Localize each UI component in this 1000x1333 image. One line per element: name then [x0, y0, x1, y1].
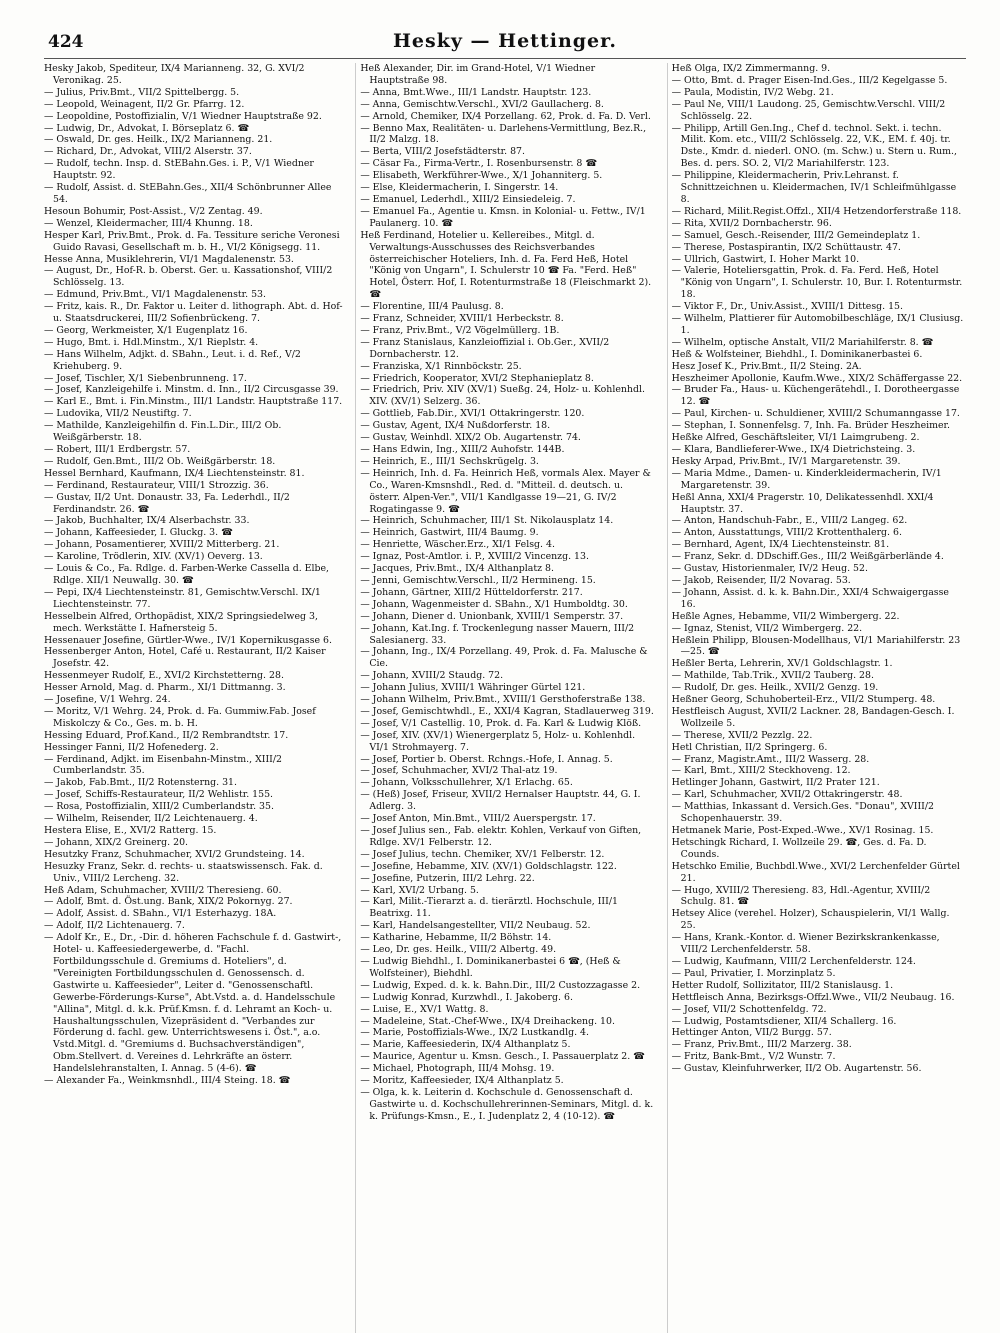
directory-entry: — Karl, Bmt., XIII/2 Steckhoveng. 12. — [671, 765, 851, 777]
directory-entry: — Johann, XVIII/2 Staudg. 72. — [360, 670, 504, 682]
directory-entry: — Franz, Priv.Bmt., III/2 Marzerg. 38. — [671, 1039, 852, 1051]
directory-entry: Hetschingk Richard, I. Wollzeile 29. ☎, Ges. d. Fa. D. Counds. — [671, 836, 927, 860]
directory-entry: — Therese, XVII/2 Pezzlg. 22. — [671, 729, 813, 741]
directory-entry: Heßlein Philipp, Blousen-Modellhaus, VI/1 Mariahilferstr. 23—25. ☎ — [671, 634, 961, 658]
column-right — [667, 63, 966, 1333]
directory-entry: — August, Dr., Hof-R. b. Oberst. Ger. u. Kassationshof, VIII/2 Schlösselg. 13. — [44, 265, 333, 289]
directory-entry: — Philipp, Artill Gen.Ing., Chef d. technol. Sekt. i. techn. Milit. Kom. etc., VIII/2 Schlösselg. 22, V.K., EM. f. 40j. tr. Dste., Kmdr. d. niederl. ONO. (m. Schw.) u. Stern u. Rum., Bes. d. pers. SO. 2, VI/2 Mariahilferstr. 123. — [671, 122, 957, 170]
directory-entry: — Maurice, Agentur u. Kmsn. Gesch., I. Passauerplatz 2. ☎ — [360, 1051, 645, 1063]
directory-entry: — Friedrich, Priv. XIV (XV/1) Sueßg. 24, Holz- u. Kohlenhdl. XIV. (XV/1) Selzerg. 36. — [360, 384, 645, 408]
directory-entry: — (Heß) Josef, Friseur, XVII/2 Hernalser Hauptstr. 44, G. I. Adlerg. 3. — [360, 789, 641, 813]
directory-entry: — Karl E., Bmt. i. Fin.Minstm., III/1 Landstr. Hauptstraße 117. — [44, 396, 343, 408]
directory-entry: — Josef, VII/2 Schottenfeldg. 72. — [671, 1003, 827, 1015]
directory-entry: — Rudolf, techn. Insp. d. StEBahn.Ges. i. P., V/1 Wiedner Hauptstr. 92. — [44, 158, 314, 182]
directory-entry: — Matthias, Inkassant d. Versich.Ges. "Donau", XVIII/2 Schopenhauerstr. 39. — [671, 801, 935, 825]
directory-entry: Hesz Josef K., Priv.Bmt., II/2 Steing. 2A. — [671, 360, 862, 372]
directory-entry: — Emanuel, Lederhdl., XIII/2 Einsiedeleig. 7. — [360, 193, 576, 205]
directory-entry: — Wenzel, Kleidermacher, III/4 Khunng. 18. — [44, 217, 253, 229]
directory-entry: — Paul Ne, VIII/1 Laudong. 25, Gemischtw.Verschl. VIII/2 Schlösselg. 22. — [671, 98, 946, 122]
directory-entry: Hestera Elise, E., XVI/2 Ratterg. 15. — [44, 825, 217, 836]
directory-entry: — Johann Wilhelm, Priv.Bmt., XVIII/1 Gersthoferstraße 138. — [360, 694, 646, 706]
directory-entry: — Paula, Modistin, IV/2 Webg. 21. — [671, 86, 834, 98]
directory-entry: — Maria Mdme., Damen- u. Kinderkleidermacherin, IV/1 Margaretenstr. 39. — [671, 467, 942, 491]
directory-entry: — Bruder Fa., Haus- u. Küchengerätehdl., I. Dorotheergasse 12. ☎ — [671, 384, 960, 408]
directory-entry: — Julius, Priv.Bmt., VII/2 Spittelbergg. 5. — [44, 86, 240, 98]
directory-entry: — Franz Stanislaus, Kanzleioffizial i. Ob.Ger., XVII/2 Dornbacherstr. 12. — [360, 336, 610, 360]
directory-entry: — Josefine, Hebamme, XIV. (XV/1) Goldschlagstr. 122. — [360, 860, 617, 872]
directory-entry: — Else, Kleidermacherin, I. Singerstr. 14. — [360, 182, 559, 194]
directory-entry: — Louis & Co., Fa. Rdlge. d. Farben-Werke Cassella d. Elbe, Rdlge. XII/1 Neuwallg. 30. ☎ — [44, 563, 330, 586]
directory-entry: — Paul, Privatier, I. Morzinplatz 5. — [671, 967, 836, 979]
column-middle — [355, 63, 654, 1333]
directory-entry: — Karl, Handelsangestellter, VII/2 Neubaug. 52. — [360, 920, 591, 932]
directory-entry: — Richard, Milit.Regist.Offzl., XII/4 Hetzendorferstraße 118. — [671, 205, 962, 217]
directory-entry: Hessinger Fanni, II/2 Hofenederg. 2. — [44, 741, 219, 753]
directory-entry: — Anton, Handschuh-Fabr., E., VIII/2 Langeg. 62. — [671, 515, 908, 527]
directory-entry: — Anna, Bmt.Wwe., III/1 Landstr. Hauptstr. 123. — [360, 86, 592, 98]
directory-entry: — Marie, Kaffeesiederin, IX/4 Althanplatz 5. — [360, 1039, 571, 1051]
directory-entry: — Josef, Schiffs-Restaurateur, II/2 Wehlistr. 155. — [44, 789, 274, 801]
directory-entry: — Josef, Gemischtwhdl., E., XXI/4 Kagran, Stadlauerweg 319. — [360, 705, 654, 717]
directory-entry: Hesutzky Franz, Schuhmacher, XVI/2 Grundsteing. 14. — [44, 848, 305, 860]
page-title: Hesky — Hettinger. — [392, 30, 618, 52]
directory-entry: — Leo, Dr. ges. Heilk., VIII/2 Albertg. 49. — [360, 944, 557, 956]
directory-entry: — Paul, Kirchen- u. Schuldiener, XVIII/2 Schumanngasse 17. — [671, 408, 960, 420]
directory-entry: Hessel Bernhard, Kaufmann, IX/4 Liechtensteinstr. 81. — [44, 467, 305, 479]
directory-entry: — Hugo, XVIII/2 Theresieng. 83, Hdl.-Agentur, XVIII/2 Schulg. 81. ☎ — [671, 884, 931, 908]
directory-entry: — Ludwig, Exped. d. k. k. Bahn.Dir., III/2 Custozzagasse 2. — [360, 979, 641, 991]
directory-entry: — Adolf Kr., E., Dr., -Dir. d. höheren Fachschule f. d. Gastwirt-, Hotel- u. Kaffeesiedergewerbe, d. "Fachl. Fortbildungsschule d. Gremiums d. Hoteliers", d. "Vereinigten Fortbildungsschulen d. Genossensch. d. Gastwirte u. Kaffeesieder", Leiter d. "Genossenschaftl. Gewerbe-Förderungs-Kurse", Abt.Vstd. a. d. Handelsschule "Allina", Mitgl. d. k.k. Prüf.Kmsn. f. d. Lehramt an Koch- u. Haushaltungsschulen, Vizepräsident d. "Verbandes zur Förderung d. fachl. gew. Unterrichtswesens i. Öst.", a.o. Vstd.Mitgl. d. "Gremiums d. Buchsachverständigen", Obm.Stellvert. d. Vereines d. Lehrkräfte an österr. Handelslehranstalten, I. Annag. 5 (4-6). ☎ — [44, 932, 342, 1075]
directory-entry: — Ignaz, Post-Amtlor. i. P., XVIII/2 Vincenzg. 13. — [360, 551, 589, 563]
directory-entry: — Arnold, Chemiker, IX/4 Porzellang. 62, Prok. d. Fa. D. Verl. — [360, 110, 651, 122]
directory-entry: — Johann, Posamentierer, XVIII/2 Mitterberg. 21. — [44, 539, 280, 551]
directory-entry: Hesuzky Franz, Sekr. d. rechts- u. staatswissensch. Fak. d. Univ., VIII/2 Lercheng. 32. — [44, 860, 323, 884]
directory-entry: — Gustav, II/2 Unt. Donaustr. 33, Fa. Lederhdl., II/2 Ferdinandstr. 26. ☎ — [44, 491, 290, 515]
directory-entry: — Ludwig, Dr., Advokat, I. Börseplatz 6. ☎ — [44, 122, 250, 134]
directory-entry: Hessenmeyer Rudolf, E., XVI/2 Kirchstetterng. 28. — [44, 670, 284, 682]
directory-entry: — Olga, k. k. Leiterin d. Kochschule d. Genossenschaft d. Gastwirte u. d. Kochschullehrerinnen-Seminars, Mitgl. d. k. k. Prüfungs-Kmsn., E., I. Judenplatz 2, 4 (10-12). ☎ — [360, 1086, 654, 1122]
directory-entry: — Johann, Assist. d. k. k. Bahn.Dir., XXI/4 Schwaigergasse 16. — [671, 586, 949, 610]
directory-entry: Hestfleisch August, XVII/2 Lackner. 28, Bandagen-Gesch. I. Wollzeile 5. — [671, 705, 955, 729]
directory-entry: — Ludovika, VII/2 Neustiftg. 7. — [44, 408, 192, 420]
directory-entry: — Johann, Volksschullehrer, X/1 Erlachg. 65. — [360, 777, 573, 789]
page-header — [44, 30, 966, 59]
directory-entry: Hesoun Bohumir, Post-Assist., V/2 Zentag. 49. — [44, 205, 263, 217]
directory-entry: Hesky Jakob, Spediteur, IX/4 Marianneng. 32, G. XVI/2 Veronikag. 25. — [44, 63, 305, 86]
directory-entry: — Franz, Priv.Bmt., V/2 Vögelmüllerg. 1B. — [360, 324, 560, 336]
directory-entry: — Wilhelm, optische Anstalt, VII/2 Mariahilferstr. 8. ☎ — [671, 336, 934, 348]
directory-entry: — Wilhelm, Reisender, II/2 Leichtenauerg. 4. — [44, 813, 258, 825]
directory-entry: — Berta, VIII/2 Josefstädterstr. 87. — [360, 146, 525, 158]
directory-entry: — Robert, III/1 Erdbergstr. 57. — [44, 444, 191, 455]
directory-entry: Hesper Karl, Priv.Bmt., Prok. d. Fa. Tessiture seriche Veronesi Guido Ravasi, Gesellschaft m. b. H., VI/2 Königsegg. 11. — [44, 229, 340, 253]
directory-entry: — Ferdinand, Adjkt. im Eisenbahn-Minstm., XIII/2 Cumberlandstr. 35. — [44, 753, 282, 777]
directory-entry: Hesky Arpad, Priv.Bmt., IV/1 Margaretenstr. 39. — [671, 455, 901, 467]
directory-entry: — Jacques, Priv.Bmt., IX/4 Althanplatz 8. — [360, 563, 554, 575]
directory-entry: — Franz, Sekr. d. DDschiff.Ges., III/2 Weißgärberlände 4. — [671, 551, 944, 563]
directory-entry: Hetlinger Johann, Gastwirt, II/2 Prater 121. — [671, 777, 880, 789]
directory-entry: — Rudolf, Dr. ges. Heilk., XVII/2 Genzg. 19. — [671, 682, 879, 694]
directory-entry: — Gustav, Historienmaler, IV/2 Heug. 52. — [671, 563, 868, 575]
directory-entry: Hesselbein Alfred, Orthopädist, XIX/2 Springsiedelweg 3, mech. Werkstätte I. Hafnersteig 5. — [44, 610, 318, 634]
directory-entry: — Gustav, Agent, IX/4 Nußdorferstr. 18. — [360, 420, 551, 432]
directory-entry: — Hans Wilhelm, Adjkt. d. SBahn., Leut. i. d. Ref., V/2 Kriehuberg. 9. — [44, 348, 301, 372]
directory-entry: Hetsey Alice (verehel. Holzer), Schauspielerin, VI/1 Wallg. 25. — [671, 908, 950, 932]
directory-entry: Hetmanek Marie, Post-Exped.-Wwe., XV/1 Rosinag. 15. — [671, 825, 934, 836]
directory-entry: — Adolf, Bmt. d. Öst.ung. Bank, XIX/2 Pokornyg. 27. — [44, 896, 293, 908]
directory-entry: — Josef, Kanzleigehilfe i. Minstm. d. Inn., II/2 Circusgasse 39. — [44, 384, 339, 396]
directory-entry: — Johann Julius, XVIII/1 Währinger Gürtel 121. — [360, 682, 586, 694]
directory-entry: — Johann, Wagenmeister d. SBahn., X/1 Humboldtg. 30. — [360, 598, 628, 610]
directory-entry: Hessenauer Josefine, Gürtler-Wwe., IV/1 Kopernikusgasse 6. — [44, 634, 332, 646]
column-left — [44, 63, 343, 1333]
directory-entry: — Viktor F., Dr., Univ.Assist., XVIII/1 Dittesg. 15. — [671, 301, 904, 313]
directory-entry: — Wilhelm, Plattierer für Automobilbeschläge, IX/1 Clusiusg. 1. — [671, 313, 964, 336]
directory-entry: Hessenberger Anton, Hotel, Café u. Restaurant, II/2 Kaiser Josefstr. 42. — [44, 646, 326, 670]
directory-entry: — Josefine, V/1 Wehrg. 24. — [44, 694, 171, 706]
directory-entry: — Michael, Photograph, III/4 Mohsg. 19. — [360, 1063, 555, 1075]
directory-entry: — Samuel, Gesch.-Reisender, III/2 Gemeindeplatz 1. — [671, 229, 921, 241]
directory-entry: Hesse Anna, Musiklehrerin, VI/1 Magdalenenstr. 53. — [44, 253, 294, 265]
directory-entry: — Franz, Magistr.Amt., III/2 Wasserg. 28. — [671, 753, 870, 765]
directory-entry: — Franziska, X/1 Rinnböckstr. 25. — [360, 360, 522, 372]
directory-entry: — Josefine, Putzerin, III/2 Lehrg. 22. — [360, 872, 535, 884]
directory-entry: — Pepi, IX/4 Liechtensteinstr. 81, Gemischtw.Verschl. IX/1 Liechtensteinstr. 77. — [44, 586, 321, 610]
directory-entry: Heß Olga, IX/2 Zimmermanng. 9. — [671, 63, 831, 74]
directory-entry: — Cäsar Fa., Firma-Vertr., I. Rosenbursenstr. 8 ☎ — [360, 158, 598, 170]
directory-entry: — Mathilde, Kanzleigehilfin d. Fin.L.Dir., III/2 Ob. Weißgärberstr. 18. — [44, 420, 282, 444]
directory-entry: Hetl Christian, II/2 Springerg. 6. — [671, 741, 828, 753]
directory-entry: — Gottlieb, Fab.Dir., XVI/1 Ottakringerstr. 120. — [360, 408, 585, 420]
directory-entry: — Franz, Schneider, XVIII/1 Herbeckstr. 8. — [360, 313, 564, 325]
directory-entry: — Johann, Kat.Ing. f. Trockenlegung nasser Mauern, III/2 Salesianerg. 33. — [360, 622, 635, 646]
directory-entry: — Oswald, Dr. ges. Heilk., IX/2 Marianneng. 21. — [44, 134, 273, 146]
directory-entry: — Gustav, Weinhdl. XIX/2 Ob. Augartenstr. 74. — [360, 432, 581, 444]
directory-entry: — Josef, Tischler, X/1 Siebenbrunneng. 17. — [44, 372, 247, 384]
directory-entry: — Rita, XVII/2 Dornbacherstr. 96. — [671, 217, 832, 229]
directory-entry: — Benno Max, Realitäten- u. Darlehens-Vermittlung, Bez.R., II/2 Malzg. 18. — [360, 122, 647, 146]
directory-entry: — Edmund, Priv.Bmt., VI/1 Magdalenenstr. 53. — [44, 289, 266, 301]
directory-entry: — Gustav, Kleinfuhrwerker, II/2 Ob. Augartenstr. 56. — [671, 1063, 922, 1075]
directory-entry: — Anna, Gemischtw.Verschl., XVI/2 Gaullacherg. 8. — [360, 98, 604, 110]
directory-entry: — Ignaz, Stenist, VII/2 Wimbergerg. 22. — [671, 622, 863, 634]
directory-entry: — Fritz, Bank-Bmt., V/2 Wunstr. 7. — [671, 1051, 836, 1063]
directory-entry: — Moritz, Kaffeesieder, IX/4 Althanplatz 5. — [360, 1075, 564, 1087]
directory-entry: Hettfleisch Anna, Bezirksgs-Offzl.Wwe., VII/2 Neubaug. 16. — [671, 991, 955, 1003]
directory-entry: — Jakob, Buchhalter, IX/4 Alserbachstr. 33. — [44, 515, 250, 527]
directory-entry: — Valerie, Hoteliersgattin, Prok. d. Fa. Ferd. Heß, Hotel "König von Ungarn", I. Schulerstr. 10, Bur. I. Rotenturmstr. 18. — [671, 265, 963, 301]
directory-entry: — Otto, Bmt. d. Prager Eisen-Ind.Ges., III/2 Kegelgasse 5. — [671, 74, 948, 86]
directory-entry: — Johann, XIX/2 Greinerg. 20. — [44, 836, 189, 848]
directory-entry: Heß Alexander, Dir. im Grand-Hotel, V/1 Wiedner Hauptstraße 98. — [360, 63, 596, 86]
directory-entry: — Rosa, Postoffizialin, XIII/2 Cumberlandstr. 35. — [44, 801, 274, 813]
directory-entry: Hetschko Emilie, Buchbdl.Wwe., XVI/2 Lerchenfelder Gürtel 21. — [671, 860, 960, 884]
directory-entry: — Richard, Dr., Advokat, VIII/2 Alserstr. 37. — [44, 146, 252, 158]
directory-entry: Hessing Eduard, Prof.Kand., II/2 Rembrandtstr. 17. — [44, 729, 289, 741]
directory-entry: — Josef Julius sen., Fab. elektr. Kohlen, Verkauf von Giften, Rdlge. XV/1 Felberstr. 12. — [360, 825, 642, 848]
directory-entry: — Jakob, Fab.Bmt., II/2 Rotensterng. 31. — [44, 777, 237, 789]
directory-entry: — Adolf, II/2 Lichtenauerg. 7. — [44, 920, 185, 932]
directory-entry: — Luise, E., XV/1 Wattg. 8. — [360, 1003, 489, 1015]
directory-entry: — Ludwig, Postamtsdiener, XII/4 Schallerg. 16. — [671, 1015, 897, 1027]
directory-entry: — Marie, Postoffizials-Wwe., IX/2 Lustkandlg. 4. — [360, 1027, 589, 1039]
directory-entry: Heß Adam, Schuhmacher, XVIII/2 Theresieng. 60. — [44, 884, 282, 896]
directory-entry: — Karoline, Trödlerin, XIV. (XV/1) Oeverg. 13. — [44, 551, 263, 563]
directory-entry: Heßler Berta, Lehrerin, XV/1 Goldschlagstr. 1. — [671, 658, 893, 670]
directory-entry: — Ullrich, Gastwirt, I. Hoher Markt 10. — [671, 253, 860, 265]
directory-entry: — Rudolf, Gen.Bmt., III/2 Ob. Weißgärberstr. 18. — [44, 455, 276, 467]
directory-entry: — Friedrich, Kooperator, XVI/2 Stephanieplatz 8. — [360, 372, 594, 384]
directory-entry: — Ferdinand, Restaurateur, VIII/1 Strozzig. 36. — [44, 479, 269, 491]
directory-entry: — Johann, Diener d. Unionbank, XVIII/1 Semperstr. 37. — [360, 610, 624, 622]
directory-entry: — Rudolf, Assist. d. StEBahn.Ges., XII/4 Schönbrunner Allee 54. — [44, 182, 332, 205]
directory-entry: Heßner Georg, Schuhoberteil-Erz., VII/2 Stumperg. 48. — [671, 694, 936, 706]
directory-entry: — Johann, Gärtner, XIII/2 Hütteldorferstr. 217. — [360, 586, 583, 598]
directory-entry: — Josef Anton, Min.Bmt., VIII/2 Auerspergstr. 17. — [360, 813, 596, 825]
directory-entry: — Josef, Portier b. Oberst. Rchngs.-Hofe, I. Annag. 5. — [360, 753, 613, 765]
directory-entry: — Ludwig Biehdhl., I. Dominikanerbastei 6 ☎, (Heß & Wolfsteiner), Biehdhl. — [360, 955, 621, 979]
directory-entry: — Johann, Kaffeesieder, I. Gluckg. 3. ☎ — [44, 527, 233, 539]
directory-entry: — Adolf, Assist. d. SBahn., VI/1 Esterhazyg. 18A. — [44, 908, 277, 920]
directory-entry: — Josef Julius, techn. Chemiker, XV/1 Felberstr. 12. — [360, 848, 605, 860]
directory-entry: — Alexander Fa., Weinkmsnhdl., III/4 Steing. 18. ☎ — [44, 1075, 291, 1087]
directory-entry: — Mathilde, Tab.Trik., XVII/2 Tauberg. 28. — [671, 670, 874, 682]
directory-entry: — Therese, Postaspirantin, IX/2 Schüttaustr. 47. — [671, 241, 901, 253]
directory-entry: — Klara, Bandlieferer-Wwe., IX/4 Dietrichsteing. 3. — [671, 444, 916, 455]
directory-entry: — Fritz, kais. R., Dr. Faktor u. Leiter d. lithograph. Abt. d. Hof- u. Staatsdruckerei, III/2 Sofienbrückeng. 7. — [44, 301, 343, 325]
directory-entry: Heßke Alfred, Geschäftsleiter, VI/1 Laimgrubeng. 2. — [671, 432, 920, 444]
directory-entry: — Heinrich, Gastwirt, III/4 Baumg. 9. — [360, 527, 539, 539]
page-number: 424 — [48, 32, 84, 52]
directory-entry: Heß & Wolfsteiner, Biehdhl., I. Dominikanerbastei 6. — [671, 348, 923, 360]
directory-entry: — Josef, XIV. (XV/1) Wienergerplatz 5, Holz- u. Kohlenhdl. VI/1 Strohmayerg. 7. — [360, 729, 636, 753]
directory-entry: — Georg, Werkmeister, X/1 Eugenplatz 16. — [44, 324, 248, 336]
directory-entry: — Johann, Ing., IX/4 Porzellang. 49, Prok. d. Fa. Malusche & Cie. — [360, 646, 648, 670]
directory-entry: Hesser Arnold, Mag. d. Pharm., XI/1 Dittmanng. 3. — [44, 682, 286, 694]
directory-entry: Hettinger Anton, VII/2 Burgg. 57. — [671, 1027, 832, 1039]
directory-entry: — Heinrich, E., III/1 Sechskrügelg. 3. — [360, 455, 539, 467]
directory-entry: Heßl Anna, XXI/4 Pragerstr. 10, Delikatessenhdl. XXI/4 Hauptstr. 37. — [671, 491, 934, 515]
directory-columns — [44, 63, 966, 1333]
directory-entry: Hetter Rudolf, Sollizitator, III/2 Stanislausg. 1. — [671, 979, 894, 991]
directory-entry: — Florentine, III/4 Paulusg. 8. — [360, 301, 504, 313]
directory-entry: — Heinrich, Inh. d. Fa. Heinrich Heß, vormals Alex. Mayer & Co., Waren-Kmsnshdl., Red. d. "Mitteil. d. deutsch. u. österr. Alpen-Ver.", VII/1 Kandlgasse 19—21, G. IV/2 Rogatingasse 9. ☎ — [360, 467, 651, 515]
directory-entry: — Moritz, V/1 Wehrg. 24, Prok. d. Fa. Gummiw.Fab. Josef Miskolczy & Co., Ges. m. b. H. — [44, 705, 316, 729]
directory-entry: — Elisabeth, Werkführer-Wwe., X/1 Johanniterg. 5. — [360, 170, 603, 182]
directory-entry: — Hugo, Bmt. i. Hdl.Minstm., X/1 Rieplstr. 4. — [44, 336, 259, 348]
directory-entry: — Karl, XVI/2 Urbang. 5. — [360, 884, 479, 896]
directory-entry: — Madeleine, Stat.-Chef-Wwe., IX/4 Dreihackeng. 10. — [360, 1015, 615, 1027]
directory-entry: — Hans Edwin, Ing., XIII/2 Auhofstr. 144B. — [360, 444, 565, 455]
directory-entry: — Bernhard, Agent, IX/4 Liechtensteinstr. 81. — [671, 539, 890, 551]
directory-entry: — Ludwig, Kaufmann, VIII/2 Lerchenfelderstr. 124. — [671, 955, 916, 967]
directory-entry: — Karl, Schuhmacher, XVII/2 Ottakringerstr. 48. — [671, 789, 903, 801]
directory-entry: Heß Ferdinand, Hotelier u. Kellereibes., Mitgl. d. Verwaltungs-Ausschusses des Reichsverbandes österreichischer Hoteliers, Inh. d. Fa. Ferd Heß, Hotel "König von Ungarn", I. Schulerstr 10 ☎ Fa. "Ferd. Heß" Hotel, Österr. Hof, I. Rotenturmstraße 18 (Fleischmarkt 2). ☎ — [360, 229, 652, 301]
directory-entry: — Jenni, Gemischtw.Verschl., II/2 Hermineng. 15. — [360, 574, 596, 586]
directory-entry: — Stephan, I. Sonnenfelsg. 7, Inh. Fa. Brüder Heszheimer. — [671, 420, 950, 432]
directory-entry: — Josef, V/1 Castellig. 10, Prok. d. Fa. Karl & Ludwig Klöß. — [360, 717, 642, 729]
directory-entry: — Henriette, Wäscher.Erz., XI/1 Felsg. 4. — [360, 539, 555, 551]
directory-entry: — Leopold, Weinagent, II/2 Gr. Pfarrg. 12. — [44, 98, 245, 110]
directory-entry: Heßle Agnes, Hebamme, VII/2 Wimbergerg. 22. — [671, 610, 900, 622]
directory-entry: — Heinrich, Schuhmacher, III/1 St. Nikolausplatz 14. — [360, 515, 614, 527]
directory-entry: — Jakob, Reisender, II/2 Novarag. 53. — [671, 574, 851, 586]
directory-entry: — Katharine, Hebamme, II/2 Böhstr. 14. — [360, 932, 552, 944]
directory-entry: — Leopoldine, Postoffizialin, V/1 Wiedner Hauptstraße 92. — [44, 110, 322, 122]
directory-entry: — Emanuel Fa., Agentie u. Kmsn. in Kolonial- u. Fettw., IV/1 Paulanerg. 10. ☎ — [360, 205, 646, 229]
directory-entry: Heszheimer Apollonie, Kaufm.Wwe., XIX/2 Schäffergasse 22. — [671, 372, 963, 384]
directory-entry: — Ludwig Konrad, Kurzwhdl., I. Jakoberg. 6. — [360, 991, 573, 1003]
directory-entry: — Karl, Milit.-Tierarzt a. d. tierärztl. Hochschule, III/1 Beatrixg. 11. — [360, 896, 618, 920]
directory-entry: — Anton, Ausstattungs, VIII/2 Krottenthalerg. 6. — [671, 527, 902, 539]
directory-entry: — Philippine, Kleidermacherin, Priv.Lehranst. f. Schnittzeichnen u. Kleidermachen, IV/1 Schleifmühlgasse 8. — [671, 170, 957, 205]
directory-entry: — Hans, Krank.-Kontor. d. Wiener Bezirkskrankenkasse, VIII/2 Lerchenfelderstr. 58. — [671, 932, 940, 956]
directory-entry: — Josef, Schuhmacher, XVI/2 Thal-atz 19. — [360, 765, 558, 777]
